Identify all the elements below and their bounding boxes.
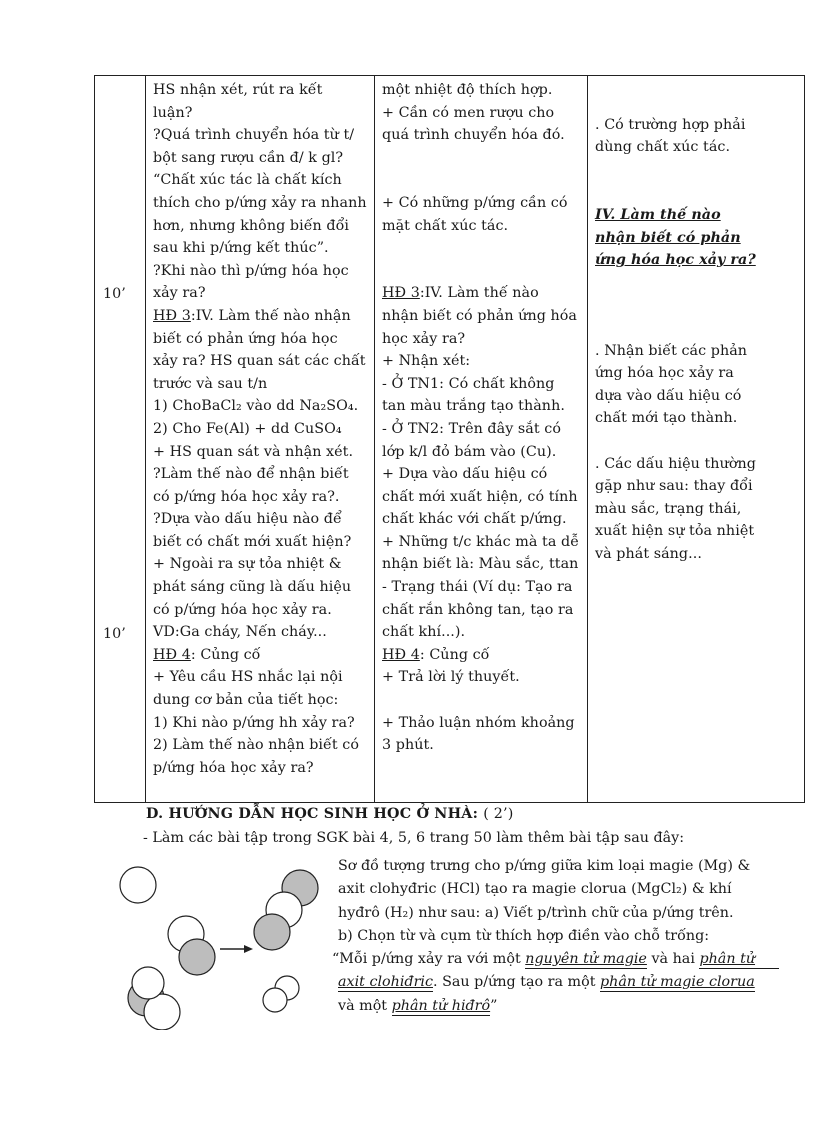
- table-cell-line: quá trình chuyển hóa đó.: [382, 127, 565, 144]
- student-activity-column: [375, 76, 588, 803]
- answer-blank-3: [338, 974, 433, 992]
- section-duration: ( 2’): [483, 806, 514, 822]
- table-cell-line: ?Làm thế nào để nhận biết: [153, 466, 349, 483]
- table-cell-line: 2) Cho Fe(Al) + dd CuSO₄: [153, 420, 342, 437]
- answer-text: phân tử hiđrô: [391, 997, 491, 1014]
- fill-text: . Sau p/ứng tạo ra một: [432, 974, 596, 991]
- table-cell-line: luận?: [153, 104, 193, 121]
- table-cell-line: HS nhận xét, rút ra kết: [153, 82, 323, 98]
- table-cell-line: ?Quá trình chuyển hóa từ t/: [153, 127, 355, 144]
- answer-blank-1: [525, 951, 647, 969]
- table-cell-line: chất khí...).: [382, 624, 466, 641]
- table-cell-line: [382, 169, 581, 192]
- h-atom-circle: [132, 967, 164, 999]
- table-cell-line: “Chất xúc tác là chất kích: [153, 172, 342, 189]
- table-cell-line: thích cho p/ứng xảy ra nhanh: [153, 194, 367, 211]
- table-cell-line: 2) Làm thế nào nhận biết có: [153, 737, 359, 754]
- table-cell-line: [595, 430, 798, 453]
- table-cell-line: sau khi p/ứng kết thúc”.: [153, 240, 329, 257]
- table-cell-line: trước và sau t/n: [153, 375, 268, 392]
- table-cell-line: + Thảo luận nhóm khoảng: [382, 714, 575, 731]
- table-cell-line: . Nhận biết các phản: [595, 342, 748, 359]
- homework-section-heading: [146, 806, 514, 822]
- time-label-2: 10’: [103, 626, 126, 642]
- table-cell-line: + HS quan sát và nhận xét.: [153, 443, 354, 460]
- table-cell-line: HĐ 3:IV. Làm thế nào nhận: [153, 307, 351, 324]
- time-label-1: 10’: [103, 286, 126, 302]
- table-cell-line: ứng hóa học xảy ra?: [595, 252, 756, 269]
- exercise-line: Sơ đồ tượng trưng cho p/ứng giữa kim loại magie (Mg) &: [338, 858, 751, 874]
- table-cell-line: chất mới tạo thành.: [595, 410, 738, 427]
- table-cell-line: . Các dấu hiệu thường: [595, 455, 756, 472]
- fill-in-line-1: [332, 948, 808, 971]
- fill-in-line-2: [338, 971, 808, 994]
- table-cell-line: p/ứng hóa học xảy ra?: [153, 759, 314, 776]
- lesson-table: [94, 75, 805, 803]
- exercise-line: axit clohyđric (HCl) tạo ra magie clorua (MgCl₂) & khí: [338, 881, 732, 898]
- table-cell-line: [382, 260, 581, 283]
- table-cell-line: VD:Ga cháy, Nến cháy...: [153, 624, 327, 641]
- table-cell-line: + Có những p/ứng cần có: [382, 194, 568, 211]
- table-cell-line: HĐ 4: Củng cố: [153, 646, 261, 663]
- table-cell-line: phát sáng cũng là dấu hiệu: [153, 579, 352, 596]
- table-cell-line: - Ở TN1: Có chất không: [382, 375, 555, 392]
- table-cell-line: chất khác với chất p/ứng.: [382, 511, 567, 528]
- table-cell-line: mặt chất xúc tác.: [382, 217, 509, 234]
- table-cell-line: tan màu trắng tạo thành.: [382, 398, 565, 415]
- lesson-content-text: [588, 76, 804, 565]
- table-cell-line: [595, 91, 798, 114]
- h-atom-circle: [263, 988, 287, 1012]
- table-cell-line: màu sắc, trạng thái,: [595, 500, 742, 517]
- table-cell-line: biết có chất mới xuất hiện?: [153, 533, 352, 550]
- table-cell-line: + Ngoài ra sự tỏa nhiệt &: [153, 556, 342, 573]
- cl-atom-circle: [179, 939, 215, 975]
- cl-atom-circle: [254, 914, 290, 950]
- table-cell-line: một nhiệt độ thích hợp.: [382, 82, 553, 98]
- fill-text: và hai: [651, 951, 695, 968]
- table-cell-line: [382, 689, 581, 712]
- lesson-content-column: [588, 76, 805, 803]
- table-cell-line: ?Dựa vào dấu hiệu nào để: [153, 511, 342, 528]
- student-activity-text: [375, 76, 587, 757]
- table-cell-line: nhận biết có phản: [595, 229, 741, 246]
- table-cell-line: + Cần có men rượu cho: [382, 104, 555, 121]
- table-cell-line: - Trạng thái (Ví dụ: Tạo ra: [382, 579, 573, 596]
- table-cell-line: HĐ 4: Củng cố: [382, 646, 490, 663]
- table-cell-line: IV. Làm thế nào: [595, 206, 721, 223]
- table-cell-line: và phát sáng...: [595, 545, 702, 562]
- exercise-text: [332, 855, 808, 1018]
- table-cell-line: + Những t/c khác mà ta dễ: [382, 533, 580, 550]
- exercise-line: b) Chọn từ và cụm từ thích hợp điền vào chỗ trống:: [338, 927, 710, 944]
- table-cell-line: [382, 237, 581, 260]
- table-cell-line: + Dựa vào dấu hiệu có: [382, 466, 548, 483]
- fill-text: và một: [338, 997, 388, 1014]
- table-cell-line: có p/ứng hóa học xảy ra.: [153, 601, 332, 618]
- answer-text: phân tử: [699, 951, 756, 968]
- table-cell-line: bột sang rượu cần đ/ k gl?: [153, 149, 344, 166]
- table-cell-line: 1) ChoBaCl₂ vào dd Na₂SO₄.: [153, 398, 359, 415]
- table-cell-line: + Trả lời lý thuyết.: [382, 669, 520, 686]
- table-cell-line: + Yêu cầu HS nhắc lại nội: [153, 669, 343, 686]
- table-cell-line: chất mới xuất hiện, có tính: [382, 488, 578, 505]
- table-cell-line: dung cơ bản của tiết học:: [153, 692, 339, 709]
- answer-blank-4: [600, 974, 755, 992]
- mg-atom-circle: [120, 867, 156, 903]
- table-cell-line: dựa vào dấu hiệu có: [595, 387, 742, 404]
- answer-blank-5: [392, 998, 491, 1016]
- answer-text: phân tử magie clorua: [600, 974, 755, 991]
- answer-text: nguyên tử magie: [525, 951, 647, 968]
- table-cell-line: lớp k/l đỏ bám vào (Cu).: [382, 443, 557, 460]
- table-cell-line: biết có phản ứng hóa học: [153, 330, 338, 347]
- reaction-diagram: [100, 850, 340, 1030]
- time-column: [95, 76, 146, 803]
- table-cell-line: hơn, nhưng không biến đổi: [153, 217, 350, 234]
- table-cell-line: xảy ra?: [153, 285, 206, 302]
- table-cell-line: . Có trường hợp phải: [595, 116, 746, 133]
- table-cell-line: [595, 294, 798, 317]
- table-cell-line: nhận biết là: Màu sắc, ttan: [382, 556, 579, 573]
- table-cell-line: [595, 181, 798, 204]
- section-title: D. HƯỚNG DẪN HỌC SINH HỌC Ở NHÀ:: [146, 806, 479, 822]
- table-cell-line: gặp như sau: thay đổi: [595, 478, 753, 495]
- table-cell-line: xảy ra? HS quan sát các chất: [153, 353, 366, 370]
- table-cell-line: [595, 159, 798, 182]
- answer-blank-2: [699, 951, 779, 969]
- table-cell-line: nhận biết có phản ứng hóa: [382, 307, 577, 324]
- table-cell-line: - Ở TN2: Trên đây sắt có: [382, 420, 561, 437]
- table-cell-line: [382, 147, 581, 170]
- table-cell-line: dùng chất xúc tác.: [595, 139, 731, 156]
- table-cell-line: học xảy ra?: [382, 330, 466, 347]
- table-cell-line: chất rắn không tan, tạo ra: [382, 601, 574, 618]
- table-cell-line: HĐ 3:IV. Làm thế nào: [382, 285, 539, 302]
- arrow-head-icon: [244, 945, 253, 953]
- exercise-line: hyđrô (H₂) như sau: a) Viết p/trình chữ của p/ứng trên.: [338, 904, 734, 921]
- teacher-activity-column: [146, 76, 375, 803]
- fill-in-line-3: [338, 995, 808, 1018]
- table-cell-line: 1) Khi nào p/ứng hh xảy ra?: [153, 714, 355, 731]
- table-cell-line: có p/ứng hóa học xảy ra?.: [153, 488, 340, 505]
- teacher-activity-text: [146, 76, 374, 779]
- table-cell-line: ứng hóa học xảy ra: [595, 365, 734, 382]
- table-cell-line: ?Khi nào thì p/ứng hóa học: [153, 262, 349, 279]
- answer-text: axit clohiđric: [338, 974, 433, 991]
- fill-text: “Mỗi p/ứng xảy ra với một: [332, 951, 521, 968]
- table-cell-line: 3 phút.: [382, 737, 434, 754]
- table-cell-line: [595, 317, 798, 340]
- table-cell-line: xuất hiện sự tỏa nhiệt: [595, 523, 755, 540]
- fill-text: ”: [490, 997, 498, 1014]
- table-cell-line: + Nhận xét:: [382, 353, 471, 370]
- homework-instruction: - Làm các bài tập trong SGK bài 4, 5, 6 trang 50 làm thêm bài tập sau đây:: [143, 830, 685, 846]
- table-cell-line: [595, 272, 798, 295]
